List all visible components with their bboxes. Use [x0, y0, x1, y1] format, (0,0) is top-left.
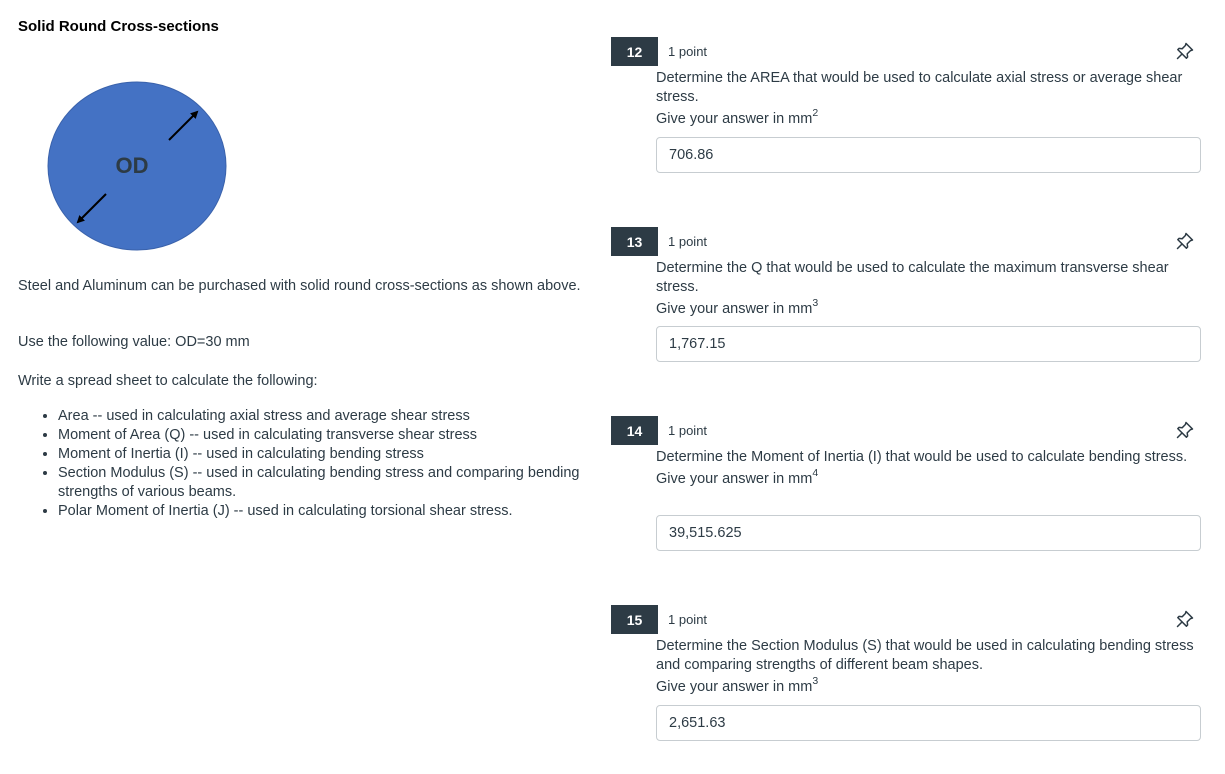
- list-item: • Moment of Area (Q) -- used in calculating transverse shear stress: [58, 426, 598, 445]
- question-header: [611, 37, 1203, 67]
- instructions: Write a spread sheet to calculate the following:: [18, 373, 318, 389]
- answer-unit-instruction: [656, 297, 1201, 319]
- unit-exponent: 3: [812, 297, 819, 309]
- question-number-badge: 14: [611, 416, 658, 445]
- pin-icon[interactable]: [1175, 41, 1195, 61]
- circle-diagram-svg: [46, 80, 228, 252]
- question-body: [656, 69, 1201, 129]
- unit-exponent: 4: [812, 467, 819, 479]
- unit-text: Give your answer in mm: [656, 679, 813, 695]
- pin-icon[interactable]: [1175, 609, 1195, 629]
- question-14: [611, 416, 1203, 487]
- given-value: Use the following value: OD=30 mm: [18, 334, 250, 350]
- answer-input[interactable]: [656, 705, 1201, 741]
- question-15: [611, 605, 1203, 695]
- question-number-badge: 12: [611, 37, 658, 66]
- cross-section-diagram: [46, 80, 228, 252]
- question-body: [656, 448, 1201, 489]
- calculation-list: [18, 407, 598, 521]
- list-item: • Polar Moment of Inertia (J) -- used in calculating torsional shear stress.: [58, 502, 598, 521]
- answer-input[interactable]: [656, 326, 1201, 362]
- section-title: Solid Round Cross-sections: [18, 18, 219, 35]
- question-number-badge: 13: [611, 227, 658, 256]
- answer-input[interactable]: [656, 515, 1201, 551]
- pin-icon[interactable]: [1175, 231, 1195, 251]
- answer-unit-instruction: [656, 675, 1201, 697]
- question-points: 1 point: [668, 234, 708, 249]
- question-text: Determine the Moment of Inertia (I) that would be used to calculate bending stress.: [656, 449, 1188, 465]
- question-text: Determine the Section Modulus (S) that would be used in calculating bending stress and comparing strengths of different beam shapes.: [656, 638, 1194, 673]
- list-item: • Area -- used in calculating axial stress and average shear stress: [58, 407, 598, 426]
- unit-exponent: 3: [812, 675, 819, 687]
- question-number-badge: 15: [611, 605, 658, 634]
- question-text: Determine the AREA that would be used to calculate axial stress or average shear stress.: [656, 70, 1183, 105]
- question-header: [611, 416, 1203, 446]
- answer-input[interactable]: [656, 137, 1201, 173]
- question-text: Determine the Q that would be used to calculate the maximum transverse shear stress.: [656, 260, 1169, 295]
- unit-text: Give your answer in mm: [656, 111, 813, 127]
- intro-paragraph: Steel and Aluminum can be purchased with solid round cross-sections as shown above.: [18, 278, 581, 294]
- od-label: OD: [115, 153, 149, 178]
- answer-unit-instruction: [656, 467, 1201, 489]
- pin-icon[interactable]: [1175, 420, 1195, 440]
- unit-text: Give your answer in mm: [656, 301, 813, 317]
- question-body: [656, 259, 1201, 319]
- question-points: 1 point: [668, 44, 708, 59]
- list-item: • Section Modulus (S) -- used in calculating bending stress and comparing bending strengths of various beams.: [58, 464, 598, 502]
- question-12: [611, 37, 1203, 127]
- unit-exponent: 2: [812, 107, 819, 119]
- unit-text: Give your answer in mm: [656, 471, 813, 487]
- question-header: [611, 605, 1203, 635]
- question-header: [611, 227, 1203, 257]
- question-points: 1 point: [668, 612, 708, 627]
- question-13: [611, 227, 1203, 317]
- question-points: 1 point: [668, 423, 708, 438]
- answer-unit-instruction: [656, 107, 1201, 129]
- list-item: • Moment of Inertia (I) -- used in calculating bending stress: [58, 445, 598, 464]
- question-body: [656, 637, 1201, 697]
